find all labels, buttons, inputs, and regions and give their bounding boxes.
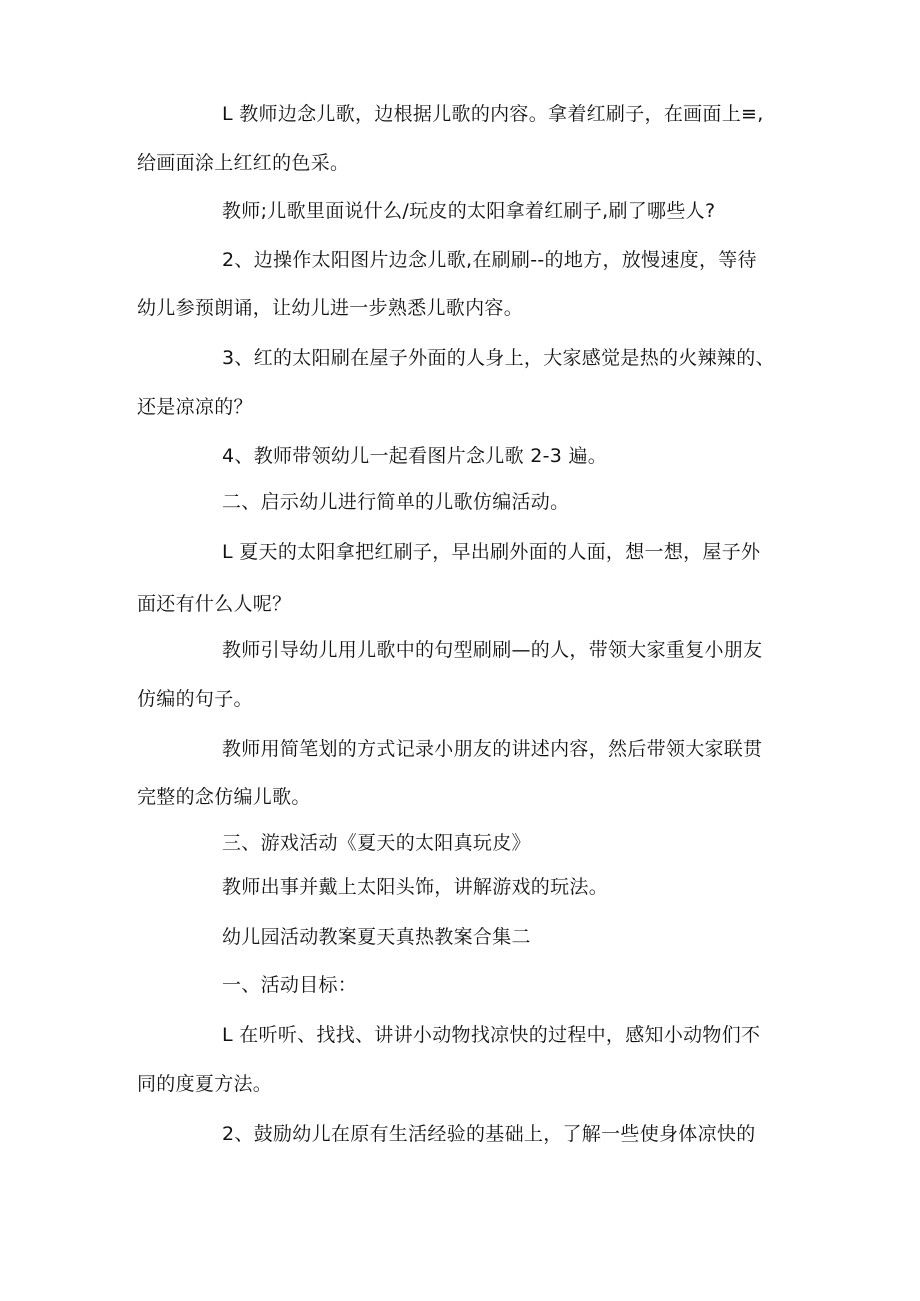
text-line: 面还有什么人呢？ [137,593,292,615]
text-line: L 教师边念儿歌，边根据儿歌的内容。拿着红刷子，在画面上≡, [222,103,764,125]
section-heading: 幼儿园活动教案夏天真热教案合集二 [222,926,531,948]
section-heading: 一、活动目标： [222,974,358,996]
text-line: 二、启示幼儿进行简单的儿歌仿编活动。 [222,491,570,513]
text-line: 2、鼓励幼儿在原有生活经验的基础上，了解一些使身体凉快的 [222,1123,756,1145]
text-line: 教师;儿歌里面说什么/玩皮的太阳拿着红刷子,刷了哪些人? [222,200,716,222]
text-line: 完整的念仿编儿歌。 [137,786,311,808]
text-line: 2、边操作太阳图片边念儿歌,在刷刷--的地方，放慢速度，等待 [222,249,757,271]
text-line: 3、红的太阳刷在屋子外面的人身上，大家感觉是热的火辣辣的、 [222,347,775,369]
text-line: 给画面涂上红红的色采。 [137,152,350,174]
text-line: L 夏天的太阳拿把红刷子，早出刷外面的人面，想一想，屋子外 [222,541,761,563]
text-line: 还是凉凉的？ [137,396,253,418]
text-line: 教师用简笔划的方式记录小朋友的讲述内容，然后带领大家联贯 [222,738,763,760]
text-line: 幼儿参预朗诵，让幼儿进一步熟悉儿歌内容。 [137,297,524,319]
text-line: 仿编的句子。 [137,688,253,710]
text-line: L 在听听、找找、讲讲小动物找凉快的过程中，感知小动物们不 [222,1024,761,1046]
section-heading: 三、游戏活动《夏天的太阳真玩皮》 [222,832,531,854]
text-line: 教师出事并戴上太阳头饰，讲解游戏的玩法。 [222,876,609,898]
text-line: 4、教师带领幼儿一起看图片念儿歌 2-3 遍。 [222,445,608,467]
text-line: 同的度夏方法。 [137,1073,273,1095]
text-line: 教师引导幼儿用儿歌中的句型刷刷—的人，带领大家重复小朋友 [222,639,763,661]
